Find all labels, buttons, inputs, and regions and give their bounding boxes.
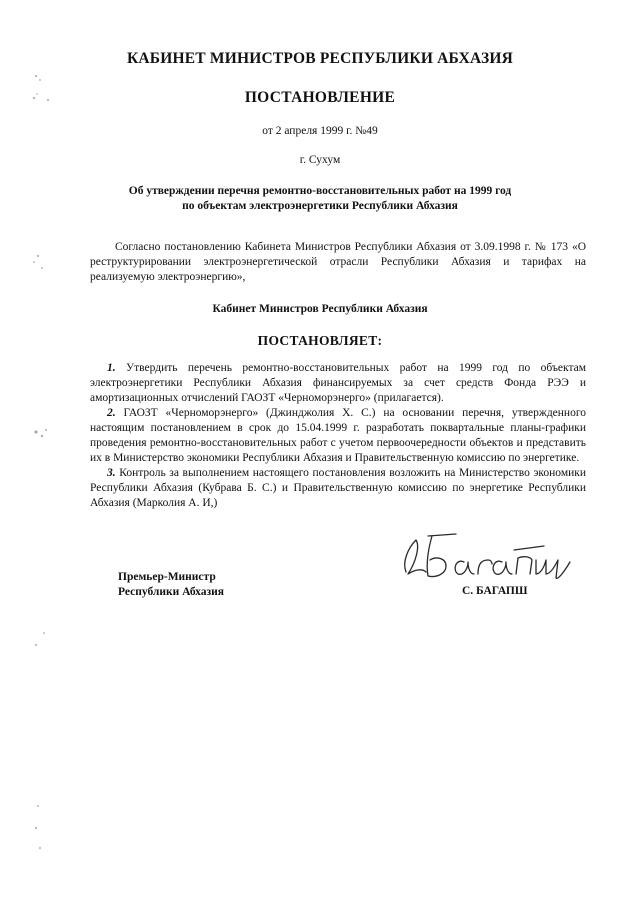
signer-name: С. БАГАПШ [462, 585, 528, 597]
item-text: ГАОЗТ «Черноморэнерго» (Джинджолия Х. С.) на основании перечня, утвержденного настоящим постановлением в срок до 15.04.1999 г. разработать поквартальные планы-графики проведения ремонтно-восстановительных работ с учетом первоочередности объектов и представить их в Министерство экономики Республики Абхазия и Правительственную комиссию по энергетике. [90, 407, 587, 464]
document-city: г. Сухум [299, 154, 341, 166]
decree-item [90, 361, 586, 406]
preamble: Согласно постановлению Кабинета Министров Республики Абхазия от 3.09.1998 г. № 173 «О реструктурировании электроэнергетической отрасли Республики Абхазия и тарифах на реализуемую электроэнергию», [90, 241, 586, 283]
signer-position-line: Республики Абхазия [118, 586, 224, 598]
scan-speck [28, 70, 58, 110]
resolves-heading: ПОСТАНОВЛЯЕТ: [257, 333, 383, 348]
subject-line: Об утверждении перечня ремонтно-восстановительных работ на 1999 год [128, 185, 512, 197]
handwritten-signature [398, 528, 578, 586]
decree-item [90, 466, 586, 511]
document-type: ПОСТАНОВЛЕНИЕ [244, 89, 396, 106]
organization-title: КАБИНЕТ МИНИСТРОВ РЕСПУБЛИКИ АБХАЗИЯ [126, 50, 514, 67]
signer-position-line: Премьер-Министр [118, 571, 216, 583]
issuer: Кабинет Министров Республики Абхазия [212, 303, 428, 315]
scan-speck [28, 800, 58, 860]
document-date: от 2 апреля 1999 г. №49 [262, 125, 378, 137]
decree-items [90, 361, 586, 511]
item-text: Утвердить перечень ремонтно-восстановительных работ на 1999 год по объектам электроэнергетики Республики Абхазия финансируемых за счет средств Фонда РЭЭ и амортизационных отчислений ГАОЗТ «Черноморэнерго» (прилагается). [90, 362, 587, 404]
scan-speck [28, 625, 58, 655]
signer-position [118, 570, 224, 600]
item-text: Контроль за выполнением настоящего постановления возложить на Министерство экономики Республики Абхазия (Кубрава Б. С.) и Правительственную комиссию по энергетике Республики Абхазия (Марколия А. И,) [90, 467, 586, 509]
decree-item [90, 406, 586, 466]
scan-speck [28, 420, 58, 450]
item-number: 3. [107, 467, 116, 479]
item-number: 2. [107, 407, 116, 419]
scan-speck [28, 250, 58, 280]
item-number: 1. [107, 362, 116, 374]
document-subject [90, 184, 550, 214]
subject-line: по объектам электроэнергетики Республики Абхазия [182, 200, 458, 212]
